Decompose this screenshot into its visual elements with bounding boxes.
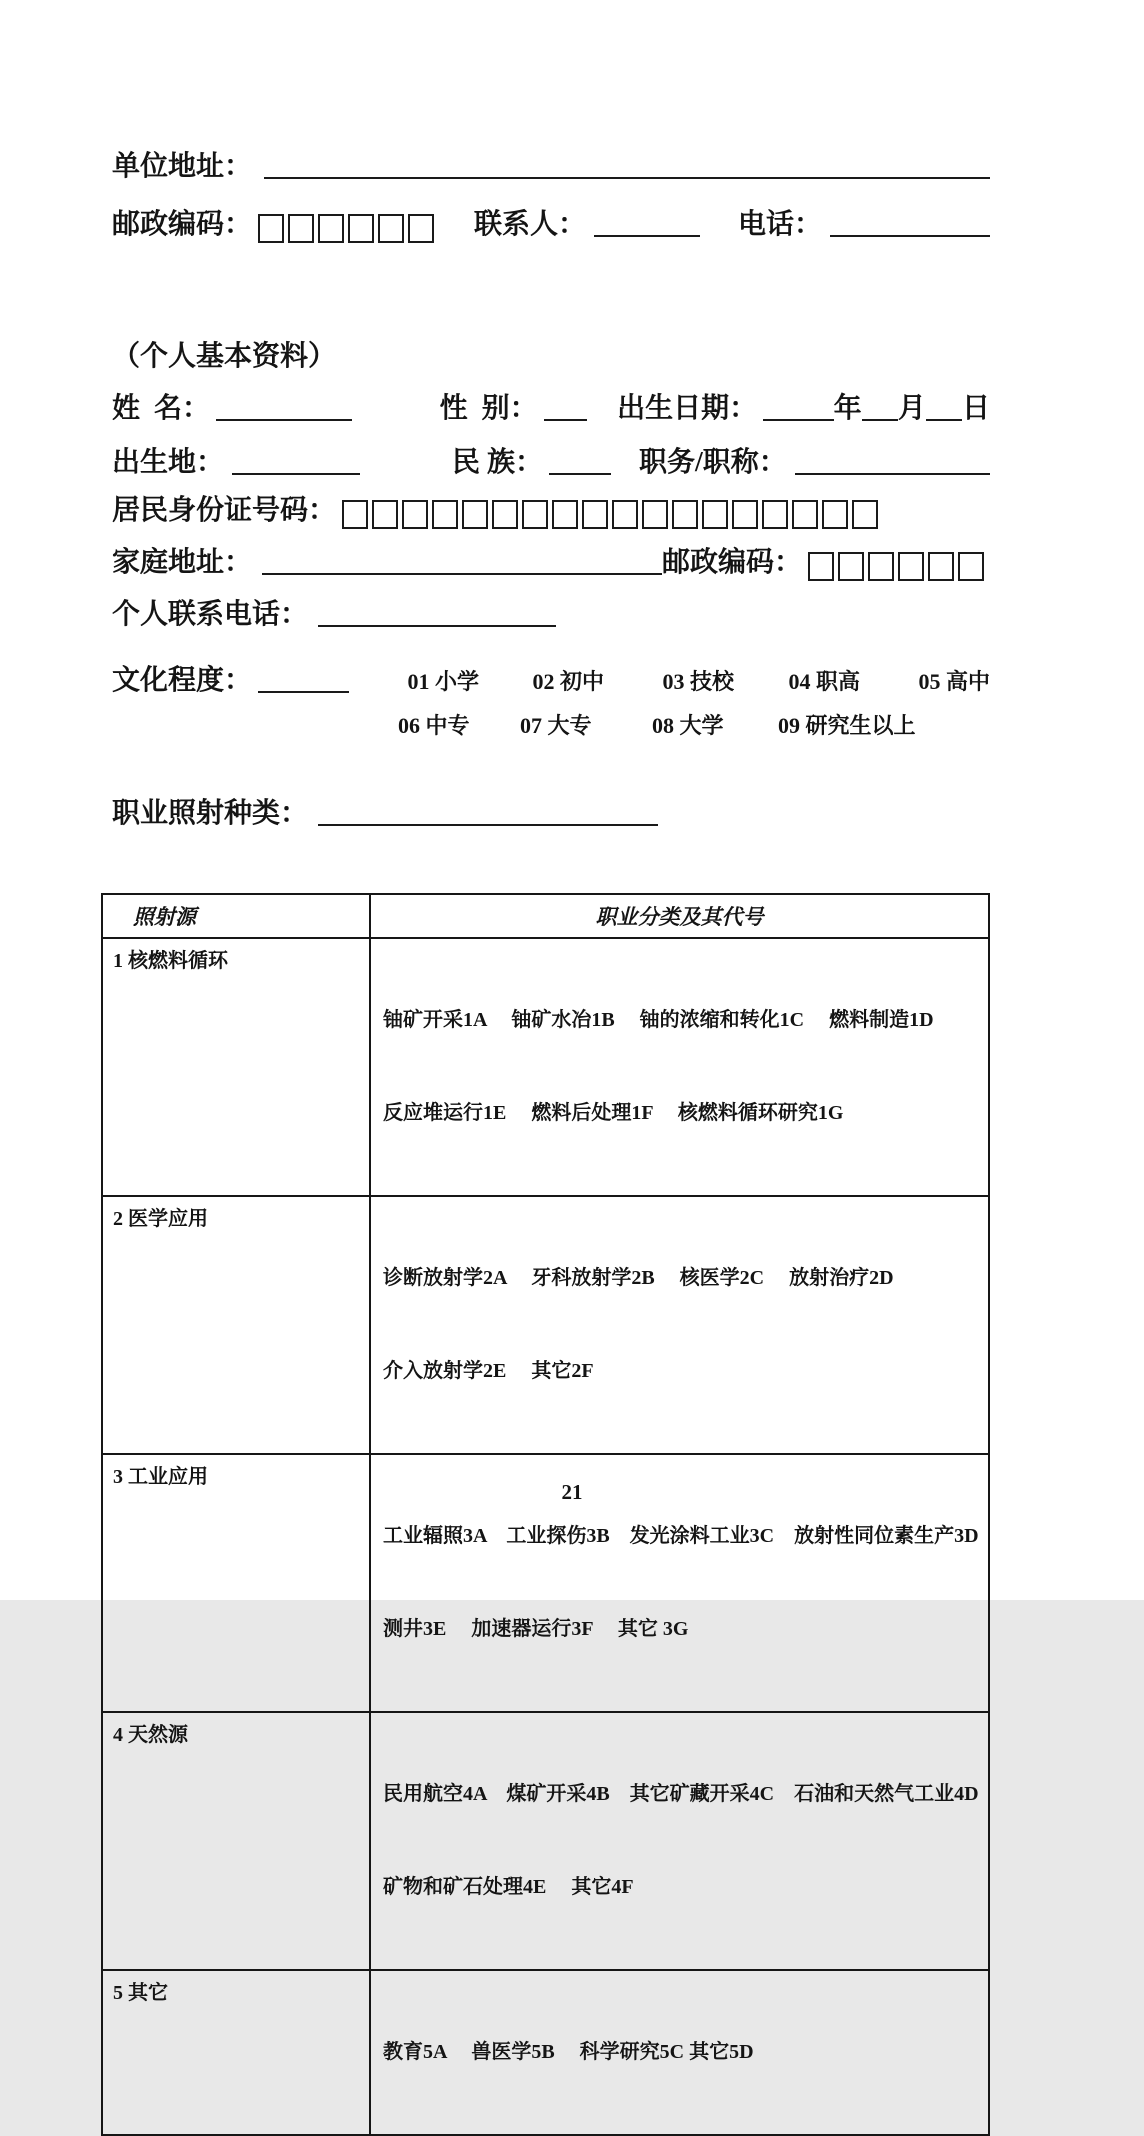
fill-in-box xyxy=(492,500,518,529)
classification-cell xyxy=(370,1970,989,2135)
education-option-03: 03 技校 xyxy=(662,669,734,694)
exposure-type-row xyxy=(112,797,990,831)
classification-line: 诊断放射学2A 牙科放射学2B 核医学2C 放射治疗2D xyxy=(383,1267,894,1289)
ethnicity-fill-line xyxy=(549,471,611,475)
birth-month-fill-line xyxy=(862,417,898,421)
fill-in-box xyxy=(762,500,788,529)
classification-line: 教育5A 兽医学5B 科学研究5C 其它5D xyxy=(383,2041,754,2063)
home-postal-label: 邮政编码： xyxy=(661,547,802,578)
position-title-label: 职务/职称： xyxy=(639,447,787,478)
classification-line: 介入放射学2E 其它2F xyxy=(383,1360,594,1382)
education-label: 文化程度： xyxy=(112,665,253,696)
gender-label: 性 别： xyxy=(439,393,538,424)
education-option-02: 02 初中 xyxy=(532,669,604,694)
fill-in-box xyxy=(732,500,758,529)
fill-in-box xyxy=(342,500,368,529)
table-row-medical-applications xyxy=(102,1196,989,1454)
classification-cell xyxy=(370,938,989,1196)
radiation-source-header: 照射源 xyxy=(102,894,370,938)
classification-line: 测井3E 加速器运行3F 其它 3G xyxy=(383,1618,689,1640)
fill-in-box xyxy=(642,500,668,529)
id-number-boxes xyxy=(342,500,878,529)
name-row xyxy=(112,392,990,426)
id-number-label: 居民身份证号码： xyxy=(112,495,337,526)
education-option-04: 04 职高 xyxy=(788,669,860,694)
position-title-fill-line xyxy=(795,471,990,475)
fill-in-box xyxy=(372,500,398,529)
fill-in-box xyxy=(928,552,954,581)
source-cell: 4 天然源 xyxy=(102,1712,370,1970)
unit-address-label: 单位地址： xyxy=(112,151,253,182)
birth-date-label: 出生日期： xyxy=(617,393,758,424)
education-option-01: 01 小学 xyxy=(407,669,479,694)
name-label: 姓 名： xyxy=(112,393,211,424)
education-row-1 xyxy=(112,664,990,699)
personal-phone-row xyxy=(112,598,990,632)
name-fill-line xyxy=(216,417,352,421)
fill-in-box xyxy=(898,552,924,581)
fill-in-box xyxy=(582,500,608,529)
home-address-label: 家庭地址： xyxy=(112,547,253,578)
source-cell: 1 核燃料循环 xyxy=(102,938,370,1196)
classification-cell xyxy=(370,1712,989,1970)
fill-in-box xyxy=(852,500,878,529)
home-address-row xyxy=(112,546,990,580)
unit-address-fill-line xyxy=(264,175,990,179)
birth-year-fill-line xyxy=(763,417,834,421)
fill-in-box xyxy=(408,214,434,243)
fill-in-box xyxy=(792,500,818,529)
fill-in-box xyxy=(958,552,984,581)
occupation-classification-table xyxy=(101,893,990,2136)
birth-place-label: 出生地： xyxy=(112,447,225,478)
classification-header: 职业分类及其代号 xyxy=(370,894,989,938)
unit-address-row xyxy=(112,150,990,184)
exposure-type-label: 职业照射种类： xyxy=(112,798,309,829)
table-row-other xyxy=(102,1970,989,2135)
classification-line: 铀矿开采1A 铀矿水冶1B 铀的浓缩和转化1C 燃料制造1D xyxy=(383,1009,934,1031)
classification-cell xyxy=(370,1196,989,1454)
education-option-08: 08 大学 xyxy=(652,713,724,738)
fill-in-box xyxy=(522,500,548,529)
year-label: 年 xyxy=(833,393,862,424)
birth-day-fill-line xyxy=(926,417,962,421)
id-number-row xyxy=(112,494,990,528)
source-cell: 2 医学应用 xyxy=(102,1196,370,1454)
personal-phone-label: 个人联系电话： xyxy=(112,599,309,630)
education-option-07: 07 大专 xyxy=(520,713,592,738)
fill-in-box xyxy=(702,500,728,529)
fill-in-box xyxy=(318,214,344,243)
fill-in-box xyxy=(552,500,578,529)
education-option-09: 09 研究生以上 xyxy=(778,713,916,738)
fill-in-box xyxy=(378,214,404,243)
classification-line: 矿物和矿石处理4E 其它4F xyxy=(383,1876,634,1898)
table-row-nuclear-fuel-cycle xyxy=(102,938,989,1196)
home-postal-boxes xyxy=(808,552,984,581)
fill-in-box xyxy=(402,500,428,529)
education-option-06: 06 中专 xyxy=(398,713,470,738)
ethnicity-label: 民 族： xyxy=(452,447,544,478)
unit-postal-label: 邮政编码： xyxy=(112,209,253,240)
fill-in-box xyxy=(838,552,864,581)
contact-person-label: 联系人： xyxy=(474,209,587,240)
contact-person-fill-line xyxy=(594,233,700,237)
table-row-natural-sources xyxy=(102,1712,989,1970)
education-option-05: 05 高中 xyxy=(918,669,990,694)
fill-in-box xyxy=(672,500,698,529)
source-cell: 3 工业应用 xyxy=(102,1454,370,1712)
fill-in-box xyxy=(432,500,458,529)
gender-fill-line xyxy=(544,417,587,421)
fill-in-box xyxy=(462,500,488,529)
exposure-type-fill-line xyxy=(318,822,658,826)
page-number: 21 xyxy=(561,1480,583,1504)
birth-place-row xyxy=(112,446,990,480)
unit-phone-fill-line xyxy=(830,233,990,237)
classification-line: 反应堆运行1E 燃料后处理1F 核燃料循环研究1G xyxy=(383,1102,844,1124)
education-fill-line xyxy=(258,689,349,693)
fill-in-box xyxy=(808,552,834,581)
fill-in-box xyxy=(868,552,894,581)
unit-postal-row xyxy=(112,208,990,242)
table-header-row xyxy=(102,894,989,938)
month-label: 月 xyxy=(897,393,926,424)
fill-in-box xyxy=(612,500,638,529)
fill-in-box xyxy=(258,214,284,243)
fill-in-box xyxy=(822,500,848,529)
fill-in-box xyxy=(348,214,374,243)
fill-in-box xyxy=(288,214,314,243)
classification-line: 民用航空4A 煤矿开采4B 其它矿藏开采4C 石油和天然气工业4D xyxy=(383,1783,979,1805)
unit-postal-boxes xyxy=(258,214,434,243)
home-address-fill-line xyxy=(262,571,662,575)
education-row-2 xyxy=(112,711,990,741)
personal-phone-fill-line xyxy=(318,623,556,627)
unit-phone-label: 电话： xyxy=(738,209,823,240)
personal-section-title: （个人基本资料） xyxy=(112,341,337,372)
birth-place-fill-line xyxy=(232,471,360,475)
day-label: 日 xyxy=(962,393,991,424)
source-cell: 5 其它 xyxy=(102,1970,370,2135)
classification-line: 工业辐照3A 工业探伤3B 发光涂料工业3C 放射性同位素生产3D xyxy=(383,1525,979,1547)
